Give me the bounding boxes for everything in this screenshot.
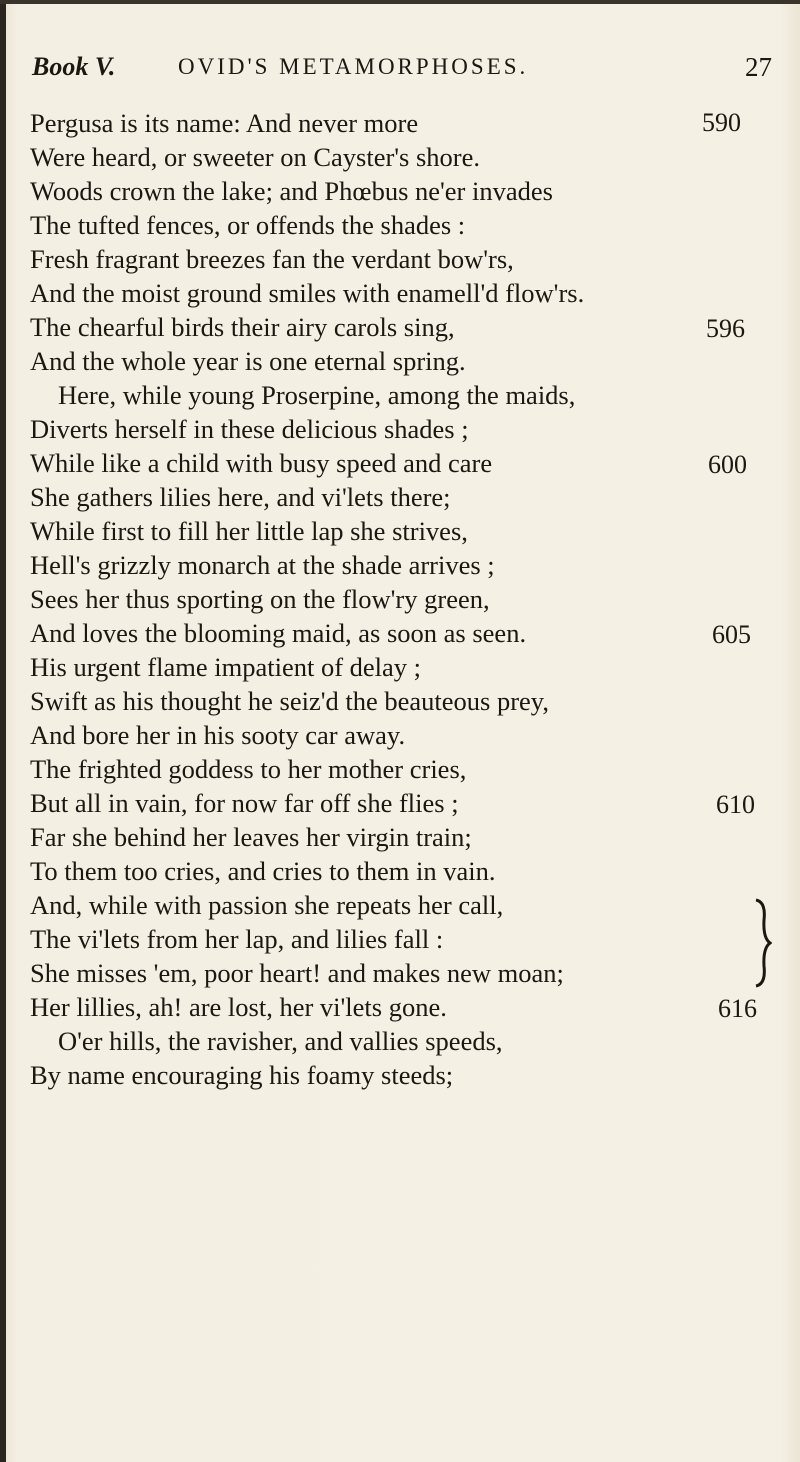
verse-line: She misses 'em, poor heart! and makes new moan; bbox=[30, 958, 564, 988]
verse-line: The chearful birds their airy carols sing, bbox=[30, 312, 455, 342]
line-number: 596 bbox=[706, 314, 745, 343]
verse-line: The tufted fences, or offends the shades : bbox=[30, 210, 466, 240]
verse-line: And the whole year is one eternal spring. bbox=[30, 346, 466, 376]
page-number: 27 bbox=[745, 52, 772, 82]
verse-line: Hell's grizzly monarch at the shade arrives ; bbox=[30, 550, 495, 580]
line-number: 600 bbox=[708, 450, 747, 479]
page-top-edge bbox=[0, 0, 800, 4]
verse-line: While first to fill her little lap she strives, bbox=[30, 516, 468, 546]
line-number: 610 bbox=[716, 790, 755, 819]
verse-line: Pergusa is its name: And never more bbox=[30, 108, 419, 138]
line-number: 590 bbox=[702, 108, 741, 137]
verse-line: O'er hills, the ravisher, and vallies speeds, bbox=[58, 1026, 503, 1056]
line-number: 605 bbox=[712, 620, 751, 649]
verse-line: Swift as his thought he seiz'd the beauteous prey, bbox=[30, 686, 549, 716]
verse-line: Fresh fragrant breezes fan the verdant bow'rs, bbox=[30, 244, 514, 274]
verse-line: But all in vain, for now far off she flies ; bbox=[30, 788, 459, 818]
verse-line: To them too cries, and cries to them in vain. bbox=[30, 856, 496, 886]
verse-line: His urgent flame impatient of delay ; bbox=[30, 652, 422, 682]
verse-line: Here, while young Proserpine, among the maids, bbox=[58, 380, 576, 410]
verse-line: Diverts herself in these delicious shades ; bbox=[30, 414, 469, 444]
verse-line: While like a child with busy speed and care bbox=[30, 448, 493, 478]
book-label: Book V. bbox=[32, 52, 116, 81]
verse-line: And the moist ground smiles with enamell'd flow'rs. bbox=[30, 278, 585, 308]
verse-line: Far she behind her leaves her virgin train; bbox=[30, 822, 472, 852]
verse-line: And bore her in his sooty car away. bbox=[30, 720, 406, 750]
verse-line: The vi'lets from her lap, and lilies fall : bbox=[30, 924, 444, 954]
verse-line: She gathers lilies here, and vi'lets there; bbox=[30, 482, 451, 512]
triplet-brace bbox=[752, 898, 772, 988]
verse-line: Were heard, or sweeter on Cayster's shore. bbox=[30, 142, 481, 172]
verse-line: And loves the blooming maid, as soon as seen. bbox=[30, 618, 527, 648]
page-binding-edge bbox=[0, 0, 6, 1462]
verse-line: By name encouraging his foamy steeds; bbox=[30, 1060, 454, 1090]
verse-line: Her lillies, ah! are lost, her vi'lets gone. bbox=[30, 992, 447, 1022]
verse-line: And, while with passion she repeats her call, bbox=[30, 890, 504, 920]
verse-line: Sees her thus sporting on the flow'ry green, bbox=[30, 584, 490, 614]
verse-line: Woods crown the lake; and Phœbus ne'er invades bbox=[30, 176, 553, 206]
line-number: 616 bbox=[718, 994, 757, 1023]
verse-line: The frighted goddess to her mother cries, bbox=[30, 754, 467, 784]
running-header bbox=[30, 52, 790, 102]
running-title: OVID'S METAMORPHOSES. bbox=[178, 54, 529, 79]
